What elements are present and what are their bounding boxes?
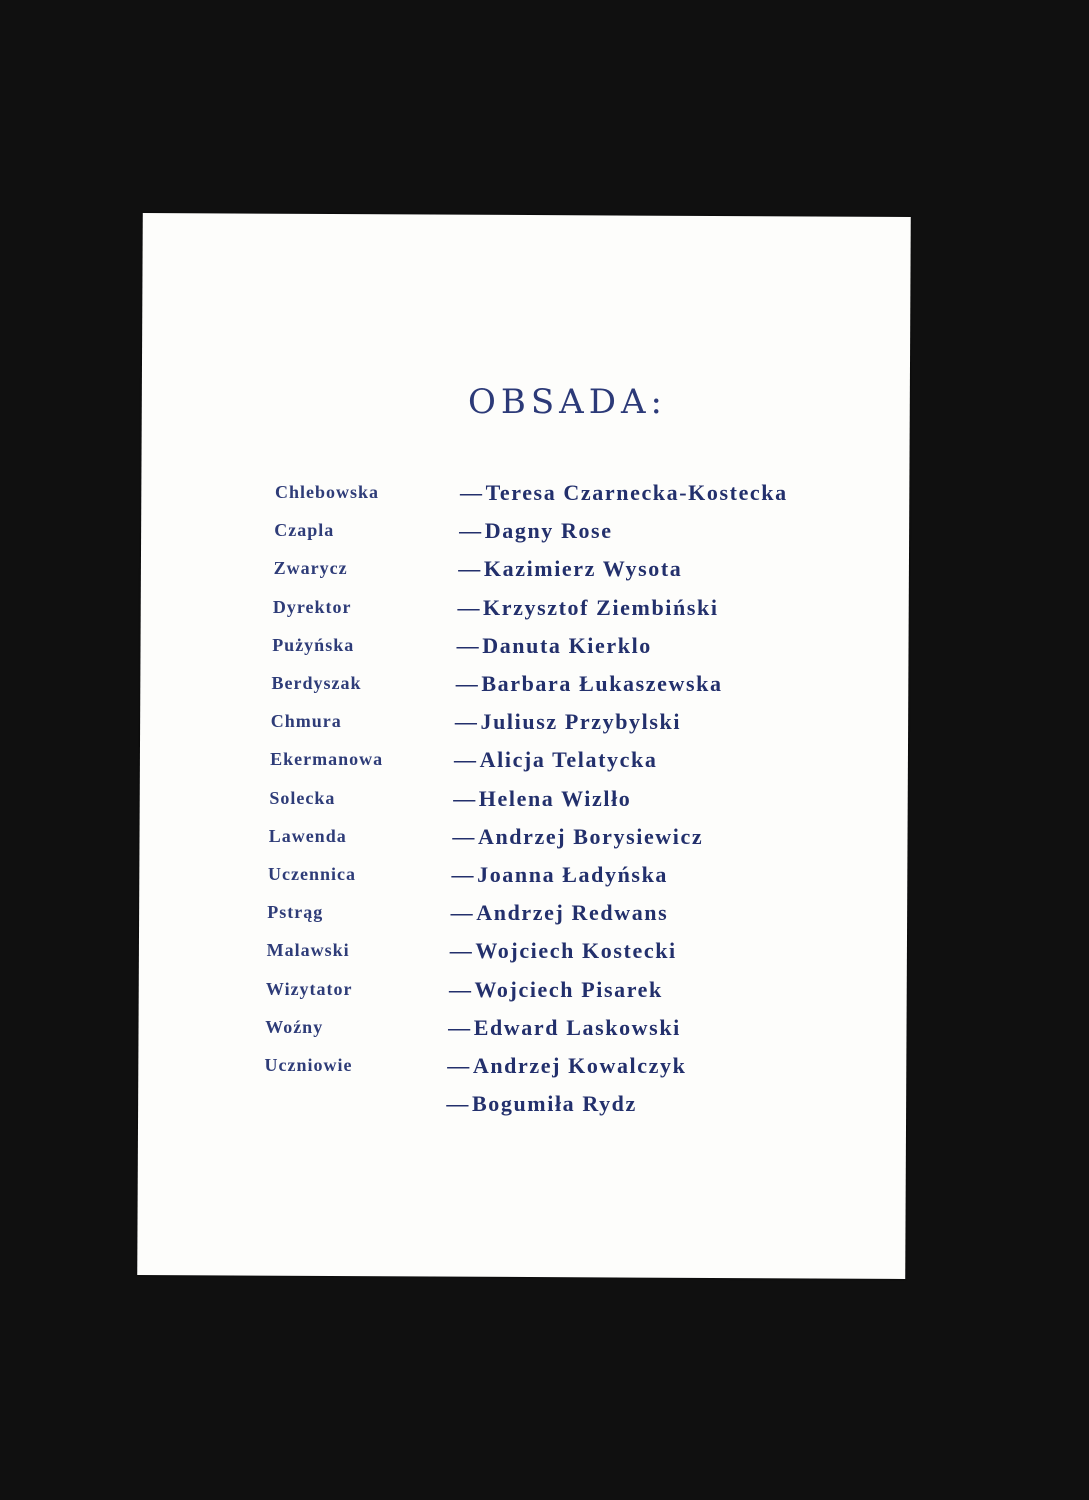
cast-actor: [459, 518, 612, 544]
cast-actor-name: Krzysztof Ziembiński: [483, 594, 719, 620]
cast-actor: [458, 556, 682, 582]
cast-actor: [456, 671, 723, 697]
cast-actor-name: Barbara Łukaszewska: [481, 671, 723, 696]
cast-dash: —: [448, 1014, 472, 1040]
cast-actor: [449, 977, 663, 1003]
cast-role: Chmura: [270, 711, 342, 732]
cast-actor: [455, 709, 681, 735]
cast-dash: —: [451, 862, 476, 887]
cast-dash: —: [453, 785, 477, 811]
cast-dash: —: [446, 1091, 470, 1117]
cast-actor-name: Kazimierz Wysota: [483, 556, 683, 582]
cast-role: Ekermanowa: [270, 749, 384, 770]
cast-dash: —: [454, 747, 478, 773]
cast-actor: [451, 900, 669, 926]
cast-role: Pużyńska: [272, 634, 355, 655]
cast-dash: —: [460, 480, 484, 505]
cast-actor: [460, 480, 788, 506]
cast-actor-name: Wojciech Kostecki: [475, 938, 677, 964]
cast-actor-name: Edward Laskowski: [473, 1014, 681, 1040]
cast-actor-name: Teresa Czarnecka-Kostecka: [485, 480, 788, 505]
cast-dash: —: [457, 594, 482, 620]
cast-dash: —: [454, 709, 479, 735]
cast-actor-name: Bogumiła Rydz: [472, 1091, 637, 1117]
cast-dash: —: [447, 1053, 471, 1078]
cast-dash: —: [452, 823, 476, 849]
cast-role: Dyrektor: [272, 596, 352, 617]
cast-actor-name: Juliusz Przybylski: [480, 709, 682, 735]
cast-actor-name: Danuta Kierklo: [482, 632, 652, 658]
cast-role: Woźny: [265, 1016, 324, 1037]
cast-actor: [457, 595, 718, 621]
cast-role: Uczennica: [268, 864, 356, 884]
cast-actor: [448, 1015, 681, 1041]
cast-role: Chlebowska: [275, 482, 380, 502]
cast-dash: —: [459, 518, 483, 544]
cast-role: Solecka: [269, 787, 336, 808]
cast-actor-name: Dagny Rose: [484, 518, 613, 544]
cast-role: Malawski: [266, 940, 350, 961]
cast-actor: [453, 786, 631, 812]
cast-actor: [446, 1091, 636, 1117]
cast-actor-name: Helena Wizlło: [478, 785, 632, 811]
cast-actor: [447, 1053, 686, 1079]
cast-role: Wizytator: [265, 978, 353, 999]
cast-role: Pstrąg: [267, 902, 324, 923]
cast-actor-name: Wojciech Pisarek: [474, 976, 663, 1002]
cast-actor-name: Alicja Telatycka: [479, 747, 658, 773]
cast-dash: —: [458, 556, 482, 582]
cast-role: Uczniowie: [264, 1055, 353, 1075]
cast-actor-name: Andrzej Redwans: [476, 900, 669, 926]
cast-dash: —: [448, 976, 473, 1002]
cast-heading: OBSADA:: [468, 382, 667, 422]
cast-role: Berdyszak: [271, 673, 362, 693]
cast-dash: —: [450, 900, 475, 926]
cast-dash: —: [455, 671, 480, 696]
cast-role: Czapla: [274, 520, 335, 541]
cast-actor-name: Andrzej Kowalczyk: [472, 1053, 687, 1078]
cast-actor: [452, 824, 703, 850]
cast-actor: [457, 633, 652, 659]
cast-role: Lawenda: [268, 825, 347, 846]
cast-role: Zwarycz: [273, 558, 348, 579]
cast-actor: [450, 938, 677, 964]
cast-dash: —: [449, 938, 474, 964]
cast-dash: —: [456, 632, 481, 658]
cast-actor-name: Joanna Ładyńska: [477, 862, 669, 887]
cast-actor: [454, 747, 657, 773]
cast-actor-name: Andrzej Borysiewicz: [477, 823, 704, 849]
cast-actor: [452, 862, 669, 888]
